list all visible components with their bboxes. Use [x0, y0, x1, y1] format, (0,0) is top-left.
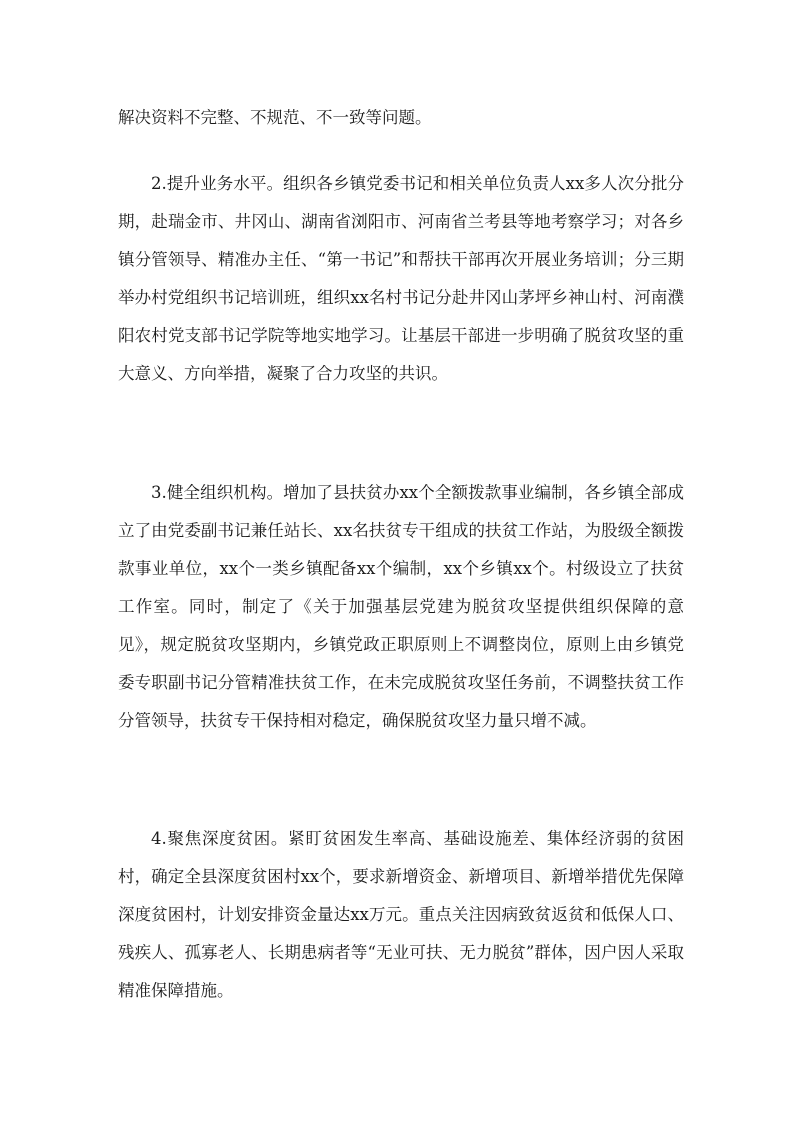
paragraph-improve-skills: [118, 165, 684, 393]
paragraph-text: 2.提升业务水平。组织各乡镇党委书记和相关单位负责人xx多人次分批分期，赴瑞金市、井冈山、湖南省浏阳市、河南省兰考县等地考察学习；对各乡镇分管领导、精准办主任、“第一书记”和帮扶干部再次开展业务培训；分三期举办村党组织书记培训班，组织xx名村书记分赴井冈山茅坪乡神山村、河南濮阳农村党支部书记学院等地实地学习。让基层干部进一步明确了脱贫攻坚的重大意义、方向举措，凝聚了合力攻坚的共识。: [118, 174, 684, 383]
paragraph-organization: [118, 474, 684, 740]
paragraph-text: 3.健全组织机构。增加了县扶贫办xx个全额拨款事业编制，各乡镇全部成立了由党委副书记兼任站长、xx名扶贫专干组成的扶贫工作站，为股级全额拨款事业单位，xx个一类乡镇配备xx个编制，xx个乡镇xx个。村级设立了扶贫工作室。同时，制定了《关于加强基层党建为脱贫攻坚提供组织保障的意见》，规定脱贫攻坚期内，乡镇党政正职原则上不调整岗位，原则上由乡镇党委专职副书记分管精准扶贫工作，在未完成脱贫攻坚任务前，不调整扶贫工作分管领导，扶贫专干保持相对稳定，确保脱贫攻坚力量只增不减。: [118, 483, 684, 730]
paragraph-text: 4.聚焦深度贫困。紧盯贫困发生率高、基础设施差、集体经济弱的贫困村，确定全县深度贫困村xx个，要求新增资金、新增项目、新增举措优先保障深度贫困村，计划安排资金量达xx万元。重点关注因病致贫返贫和低保人口、残疾人、孤寡老人、长期患病者等“无业可扶、无力脱贫”群体，因户因人采取精准保障措施。: [118, 829, 684, 1000]
paragraph-deep-poverty: [118, 820, 684, 1010]
paragraph-continuation: [118, 99, 684, 137]
paragraph-text: 解决资料不完整、不规范、不一致等问题。: [118, 108, 432, 127]
